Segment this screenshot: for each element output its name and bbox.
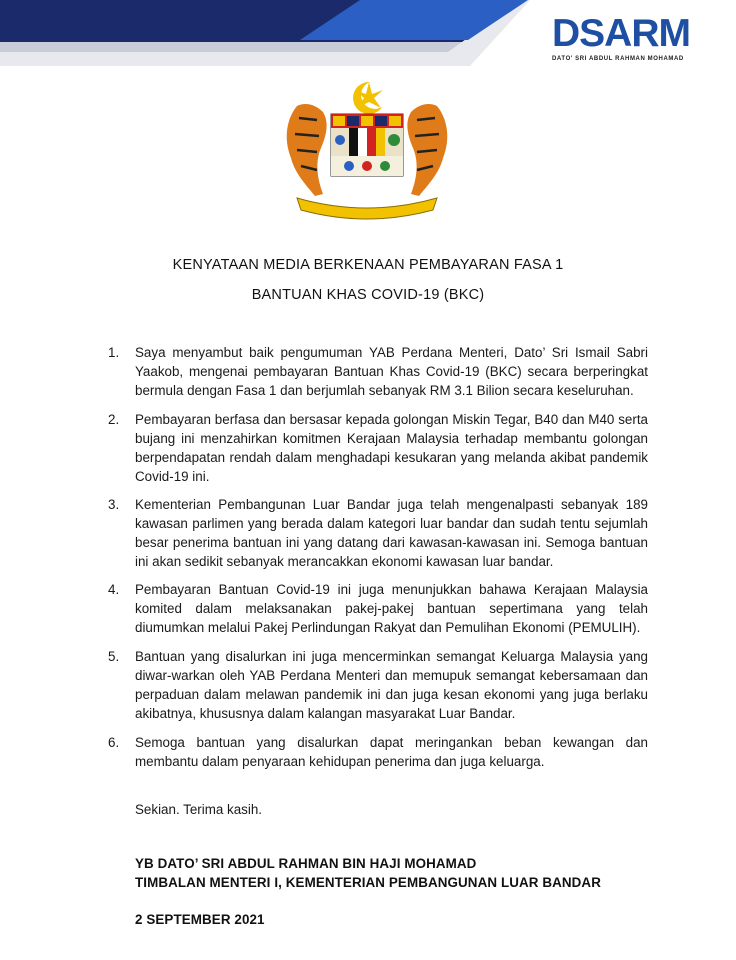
paragraph-number: 4. xyxy=(108,582,120,597)
paragraph-text: Pembayaran berfasa dan bersasar kepada golongan Miskin Tegar, B40 dan M40 serta bujang ini menzahirkan komitmen Kerajaan Malaysia terhadap membantu golongan berpendapatan rendah dalam menghadapi kesukaran yang melanda akibat pandemik Covid-19 ini. xyxy=(135,412,648,484)
paragraph-item xyxy=(108,495,648,571)
paragraph-number: 1. xyxy=(108,345,120,360)
document-title-line-1: KENYATAAN MEDIA BERKENAAN PEMBAYARAN FASA 1 xyxy=(172,257,564,273)
coat-of-arms-emblem xyxy=(277,78,457,220)
dsarm-logo xyxy=(552,14,702,62)
logo-text: DSARM xyxy=(552,12,690,55)
signatory-name: YB DATO’ SRI ABDUL RAHMAN BIN HAJI MOHAMAD xyxy=(135,856,477,871)
header-banner xyxy=(0,0,560,66)
document-title-line-2: BANTUAN KHAS COVID-19 (BKC) xyxy=(251,287,485,303)
paragraph-item xyxy=(108,733,648,771)
paragraph-text: Bantuan yang disalurkan ini juga mencerminkan semangat Keluarga Malaysia yang diwar-warkan oleh YAB Perdana Menteri dan memupuk semangat kebersamaan dan perpaduan dalam melawan pandemik ini dan juga kesan ekonomi yang juga berlaku akibatnya, khususnya dalam kalangan masyarakat Luar Bandar. xyxy=(135,649,648,721)
paragraph-number: 5. xyxy=(108,649,120,664)
paragraph-item xyxy=(108,580,648,637)
paragraph-text: Kementerian Pembangunan Luar Bandar juga telah mengenalpasti sebanyak 189 kawasan parlimen yang berada dalam kategori luar bandar dan sudah tentu sejumlah besar penerima bantuan ini yang datang dari kawasan-kawasan ini. Semoga bantuan ini akan sedikit sebanyak merancakkan ekonomi kawasan luar bandar. xyxy=(135,497,648,569)
paragraph-number: 6. xyxy=(108,735,120,750)
paragraph-text: Saya menyambut baik pengumuman YAB Perdana Menteri, Dato’ Sri Ismail Sabri Yaakob, mengenai pembayaran Bantuan Khas Covid-19 (BKC) secara berperingkat bermula dengan Fasa 1 dan berjumlah sebanyak RM 3.1 Bilion secara keseluruhan. xyxy=(135,345,648,398)
paragraph-number: 2. xyxy=(108,412,120,427)
paragraph-text: Semoga bantuan yang disalurkan dapat meringankan beban kewangan dan membantu dalam penyaraan kehidupan penerima dan juga keluarga. xyxy=(135,735,648,769)
signatory-title: TIMBALAN MENTERI I, KEMENTERIAN PEMBANGUNAN LUAR BANDAR xyxy=(135,875,601,890)
paragraph-item xyxy=(108,343,648,400)
paragraph-item xyxy=(108,647,648,723)
closing-remark: Sekian. Terima kasih. xyxy=(135,802,263,817)
paragraph-number: 3. xyxy=(108,497,120,512)
paragraph-item xyxy=(108,410,648,486)
paragraph-text: Pembayaran Bantuan Covid-19 ini juga menunjukkan bahawa Kerajaan Malaysia komited dalam melaksanakan pakej-pakej bantuan sepertimana yang telah diumumkan melalui Pakej Perlindungan Rakyat dan Pemulihan Ekonomi (PEMULIH). xyxy=(135,582,648,635)
document-date: 2 SEPTEMBER 2021 xyxy=(135,912,265,927)
logo-subtitle: DATO' SRI ABDUL RAHMAN MOHAMAD xyxy=(552,56,684,62)
